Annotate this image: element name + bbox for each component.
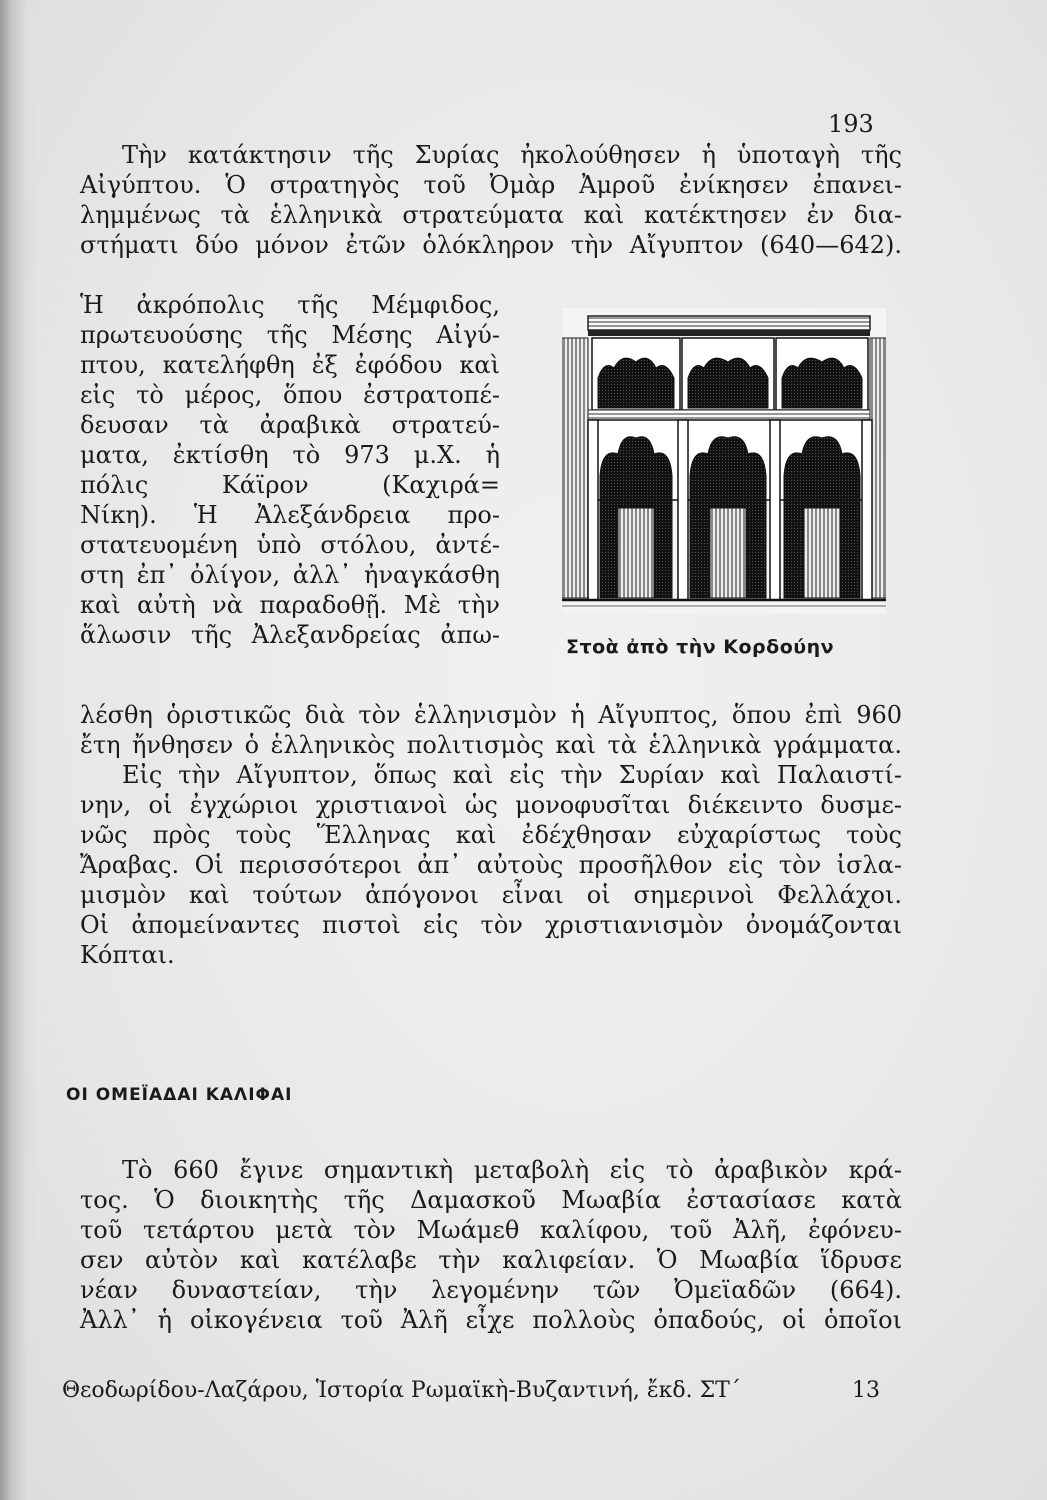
text-line: Τὴν κατάκτησιν τῆς Συρίας ἠκολούθησεν ἡ ὑποταγὴ τῆς xyxy=(122,141,902,169)
footer-citation: Θεοδωρίδου-Λαζάρου, Ἱστορία Ρωμαϊκὴ-Βυζαντινή, ἔκδ. ΣΤ΄ xyxy=(62,1378,741,1403)
text-line: Οἱ ἀπομείναντες πιστοὶ εἰς τὸν χριστιανισμὸν ὀνομάζονται xyxy=(80,911,902,939)
text-line: σεν αὐτὸν καὶ κατέλαβε τὴν καλιφείαν. Ὁ Μωαβία ἵδρυσε xyxy=(80,1246,902,1274)
page-gutter-shadow xyxy=(0,0,38,1500)
text-line: Ἡ ἀκρόπολις τῆς Μέμφιδος, xyxy=(80,291,500,319)
signature-mark: 13 xyxy=(852,1378,880,1403)
text-line: Νίκη). Ἡ Ἀλεξάνδρεια προ- xyxy=(80,501,500,529)
text-line: μισμὸν καὶ τούτων ἀπόγονοι εἶναι οἱ σημερινοὶ Φελλάχοι. xyxy=(80,881,902,909)
text-line: ἔτη ἤνθησεν ὁ ἑλληνικὸς πολιτισμὸς καὶ τὰ ἑλληνικὰ γράμματα. xyxy=(80,731,902,759)
text-line: στη ἐπ᾽ ὀλίγον, ἀλλ᾽ ἠναγκάσθη xyxy=(80,561,500,589)
cordoba-arcade-illustration xyxy=(562,308,886,614)
text-line: πρωτευούσης τῆς Μέσης Αἰγύ- xyxy=(80,321,500,349)
text-line: νῶς πρὸς τοὺς Ἕλληνας καὶ ἐδέχθησαν εὐχαρίστως τοὺς xyxy=(80,821,902,849)
text-line: εἰς τὸ μέρος, ὅπου ἐστρατοπέ- xyxy=(80,381,500,409)
figure-caption: Στοὰ ἀπὸ τὴν Κορδούην xyxy=(566,636,835,658)
text-line: τος. Ὁ διοικητὴς τῆς Δαμασκοῦ Μωαβία ἐστασίασε κατὰ xyxy=(80,1186,902,1214)
text-line: ἅλωσιν τῆς Ἀλεξανδρείας ἀπω- xyxy=(80,621,500,649)
paragraph-alexandria-copts xyxy=(80,700,902,970)
text-line: στήματι δύο μόνον ἐτῶν ὁλόκληρον τὴν Αἴγυπτον (640—642). xyxy=(80,231,902,259)
text-line: ματα, ἐκτίσθη τὸ 973 μ.Χ. ἡ xyxy=(80,441,500,469)
text-line: Κόπται. xyxy=(80,941,175,969)
page-number: 193 xyxy=(828,110,874,138)
text-line: νην, οἱ ἐγχώριοι χριστιανοὶ ὡς μονοφυσῖται διέκειντο δυσμε- xyxy=(80,791,902,819)
text-line: λημμένως τὰ ἑλληνικὰ στρατεύματα καὶ κατέκτησεν ἐν δια- xyxy=(80,201,902,229)
text-line: πόλις Κάϊρον (Καχιρά= xyxy=(80,471,500,499)
paragraph-umayyads xyxy=(80,1155,902,1335)
text-line: λέσθη ὁριστικῶς διὰ τὸν ἑλληνισμὸν ἡ Αἴγυπτος, ὅπου ἐπὶ 960 xyxy=(80,701,902,729)
paragraph-memphis-cairo xyxy=(80,290,500,650)
paragraph-conquest-egypt xyxy=(80,140,902,260)
text-line: δευσαν τὰ ἀραβικὰ στρατεύ- xyxy=(80,411,500,439)
text-line: πτου, κατελήφθη ἐξ ἐφόδου καὶ xyxy=(80,351,500,379)
section-heading: ΟΙ ΟΜΕΪΑΔΑΙ ΚΑΛΙΦΑΙ xyxy=(66,1085,293,1105)
text-line: Τὸ 660 ἔγινε σημαντικὴ μεταβολὴ εἰς τὸ ἀραβικὸν κρά- xyxy=(122,1156,902,1184)
text-line: νέαν δυναστείαν, τὴν λεγομένην τῶν Ὀμεϊαδῶν (664). xyxy=(80,1276,902,1304)
text-line: Ἄραβας. Οἱ περισσότεροι ἀπ᾽ αὐτοὺς προσῆλθον εἰς τὸν ἰσλα- xyxy=(80,851,902,879)
text-line: Ἀλλ᾽ ἡ οἰκογένεια τοῦ Ἀλῆ εἶχε πολλοὺς ὀπαδούς, οἱ ὁποῖοι xyxy=(80,1306,902,1334)
text-line: τοῦ τετάρτου μετὰ τὸν Μωάμεθ καλίφου, τοῦ Ἀλῆ, ἐφόνευ- xyxy=(80,1216,902,1244)
text-line: Εἰς τὴν Αἴγυπτον, ὅπως καὶ εἰς τὴν Συρίαν καὶ Παλαιστί- xyxy=(122,761,902,789)
text-line: Αἰγύπτου. Ὁ στρατηγὸς τοῦ Ὀμὰρ Ἀμροῦ ἐνίκησεν ἐπανει- xyxy=(80,171,902,199)
text-line: καὶ αὐτὴ νὰ παραδοθῇ. Μὲ τὴν xyxy=(80,591,500,619)
text-line: στατευομένη ὑπὸ στόλου, ἀντέ- xyxy=(80,531,500,559)
